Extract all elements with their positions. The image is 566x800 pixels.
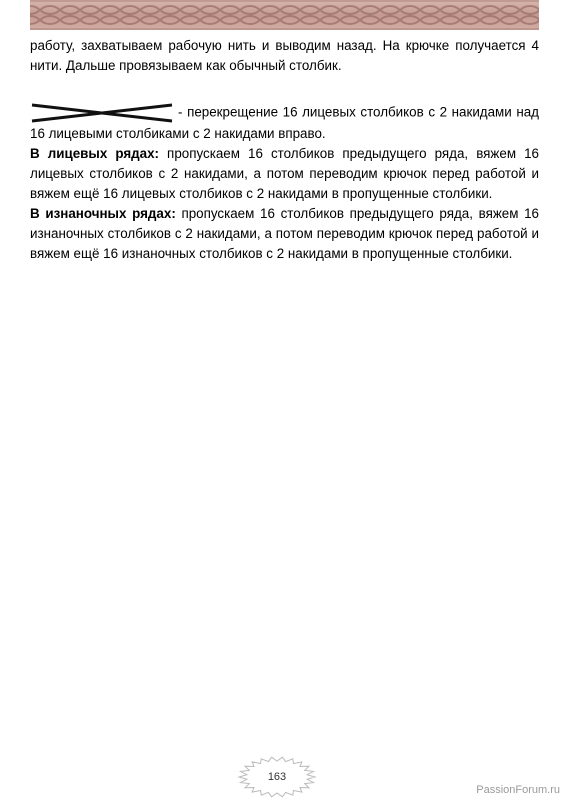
cable-cross-symbol-icon [30,102,174,124]
symbol-desc-line1: перекрещение 16 лицевых столбиков с 2 накидами [187,104,512,120]
front-rows-label: В лицевых рядах: [30,146,159,161]
cable-knit-banner [30,0,539,30]
front-rows-text: пропускаем 16 столбиков предыдущего ряда, вяжем 16 лицевых столбиков с 2 накидами, а потом переводим крючок перед работой и вяжем ещё 16 лицевых столбиков с 2 накидами в пропущенные столбики. [30,146,539,201]
front-rows-paragraph [30,144,539,204]
symbol-desc-line2: над 16 лицевыми столбиками с 2 накидами вправо. [30,104,539,141]
symbol-dash: - [178,104,183,120]
cable-knit-border-icon [30,0,539,30]
page-number: 163 [267,771,287,783]
watermark: PassionForum.ru [476,784,560,796]
back-rows-text: пропускаем 16 столбиков предыдущего ряда, вяжем 16 изнаночных столбиков с 2 накидами, а потом переводим крючок перед работой и вяжем ещё 16 изнаночных столбиков с 2 накидами в пропущенные столбики. [30,206,539,261]
back-rows-label: В изнаночных рядах: [30,206,176,221]
page-content [30,36,539,264]
back-rows-paragraph [30,204,539,264]
intro-paragraph: работу, захватываем рабочую нить и выводим назад. На крючке получается 4 нити. Дальше провязываем как обычный столбик. [30,38,539,73]
symbol-description [30,102,539,144]
page-number-badge [237,756,317,798]
